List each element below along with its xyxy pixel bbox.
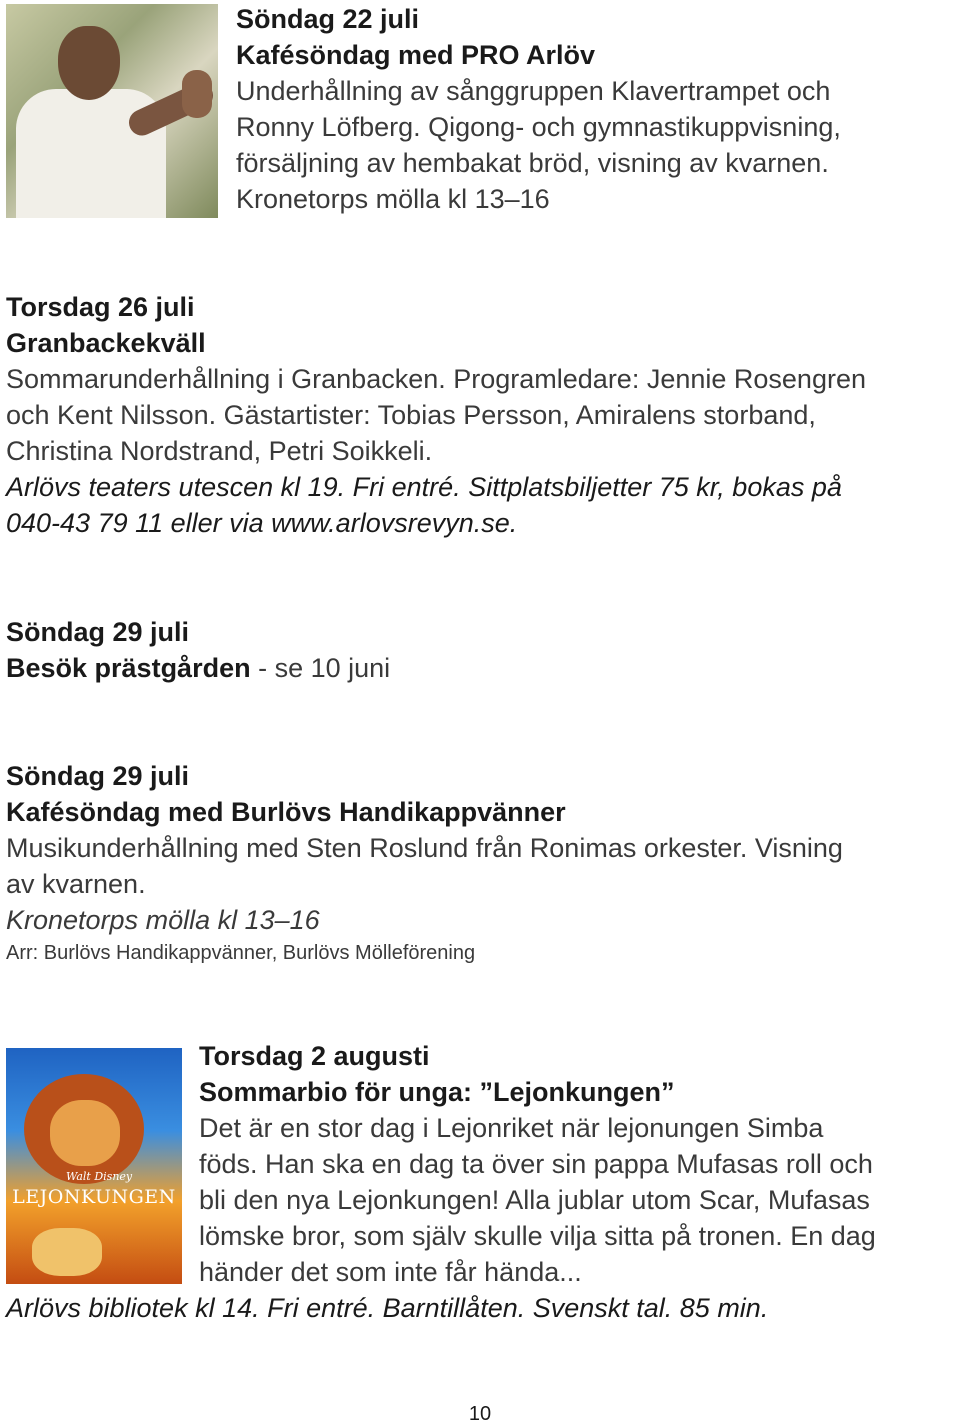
poster-brand: Walt Disney xyxy=(66,1170,133,1183)
event-desc-line: Christina Nordstrand, Petri Soikkeli. xyxy=(6,436,433,466)
event-title-row xyxy=(6,650,390,686)
event-place: 040-43 79 11 eller via www.arlovsrevyn.se. xyxy=(6,508,518,538)
event-desc-line: föds. Han ska en dag ta över sin pappa Mufasas roll och xyxy=(199,1149,873,1179)
poster-title: LEJONKUNGEN xyxy=(12,1186,176,1208)
event-place: Kronetorps mölla kl 13–16 xyxy=(236,184,550,214)
event-place: Arlövs bibliotek kl 14. Fri entré. Barntillåten. Svenskt tal. 85 min. xyxy=(6,1293,769,1323)
event-desc-line: händer det som inte får hända... xyxy=(199,1257,582,1287)
page-number: 10 xyxy=(468,1403,492,1425)
event-desc-line: försäljning av hembakat bröd, visning av kvarnen. xyxy=(236,148,829,178)
event-date: Torsdag 2 augusti xyxy=(199,1041,430,1071)
event-title-suffix: - se 10 juni xyxy=(250,653,391,683)
event-desc-line: Musikunderhållning med Sten Roslund från Ronimas orkester. Visning xyxy=(6,833,843,863)
event-desc-line: Underhållning av sånggruppen Klavertrampet och xyxy=(236,76,831,106)
event-place: Kronetorps mölla kl 13–16 xyxy=(6,905,320,935)
event-desc-line: Sommarunderhållning i Granbacken. Programledare: Jennie Rosengren xyxy=(6,364,866,394)
event-title: Kafésöndag med Burlövs Handikappvänner xyxy=(6,797,566,827)
lejonkungen-poster xyxy=(6,1048,182,1284)
event-place: Arlövs teaters utescen kl 19. Fri entré. Sittplatsbiljetter 75 kr, bokas på xyxy=(6,472,842,502)
event-date: Söndag 22 juli xyxy=(236,4,420,34)
event-title: Kafésöndag med PRO Arlöv xyxy=(236,40,596,70)
event-desc-line: Det är en stor dag i Lejonriket när lejonungen Simba xyxy=(199,1113,824,1143)
event-date: Söndag 29 juli xyxy=(6,761,190,791)
event-title: Besök prästgården xyxy=(6,653,251,683)
event-desc-line: av kvarnen. xyxy=(6,869,146,899)
event-desc-line: och Kent Nilsson. Gästartister: Tobias Persson, Amiralens storband, xyxy=(6,400,816,430)
event-organizer: Arr: Burlövs Handikappvänner, Burlövs Mölleförening xyxy=(6,942,476,964)
qigong-photo xyxy=(6,4,218,218)
event-date: Torsdag 26 juli xyxy=(6,292,195,322)
event-date: Söndag 29 juli xyxy=(6,617,190,647)
event-title: Sommarbio för unga: ”Lejonkungen” xyxy=(199,1077,675,1107)
event-desc-line: bli den nya Lejonkungen! Alla jublar utom Scar, Mufasas xyxy=(199,1185,870,1215)
event-desc-line: Ronny Löfberg. Qigong- och gymnastikuppvisning, xyxy=(236,112,841,142)
event-desc-line: lömske bror, som själv skulle vilja sitta på tronen. En dag xyxy=(199,1221,876,1251)
event-title: Granbackekväll xyxy=(6,328,206,358)
